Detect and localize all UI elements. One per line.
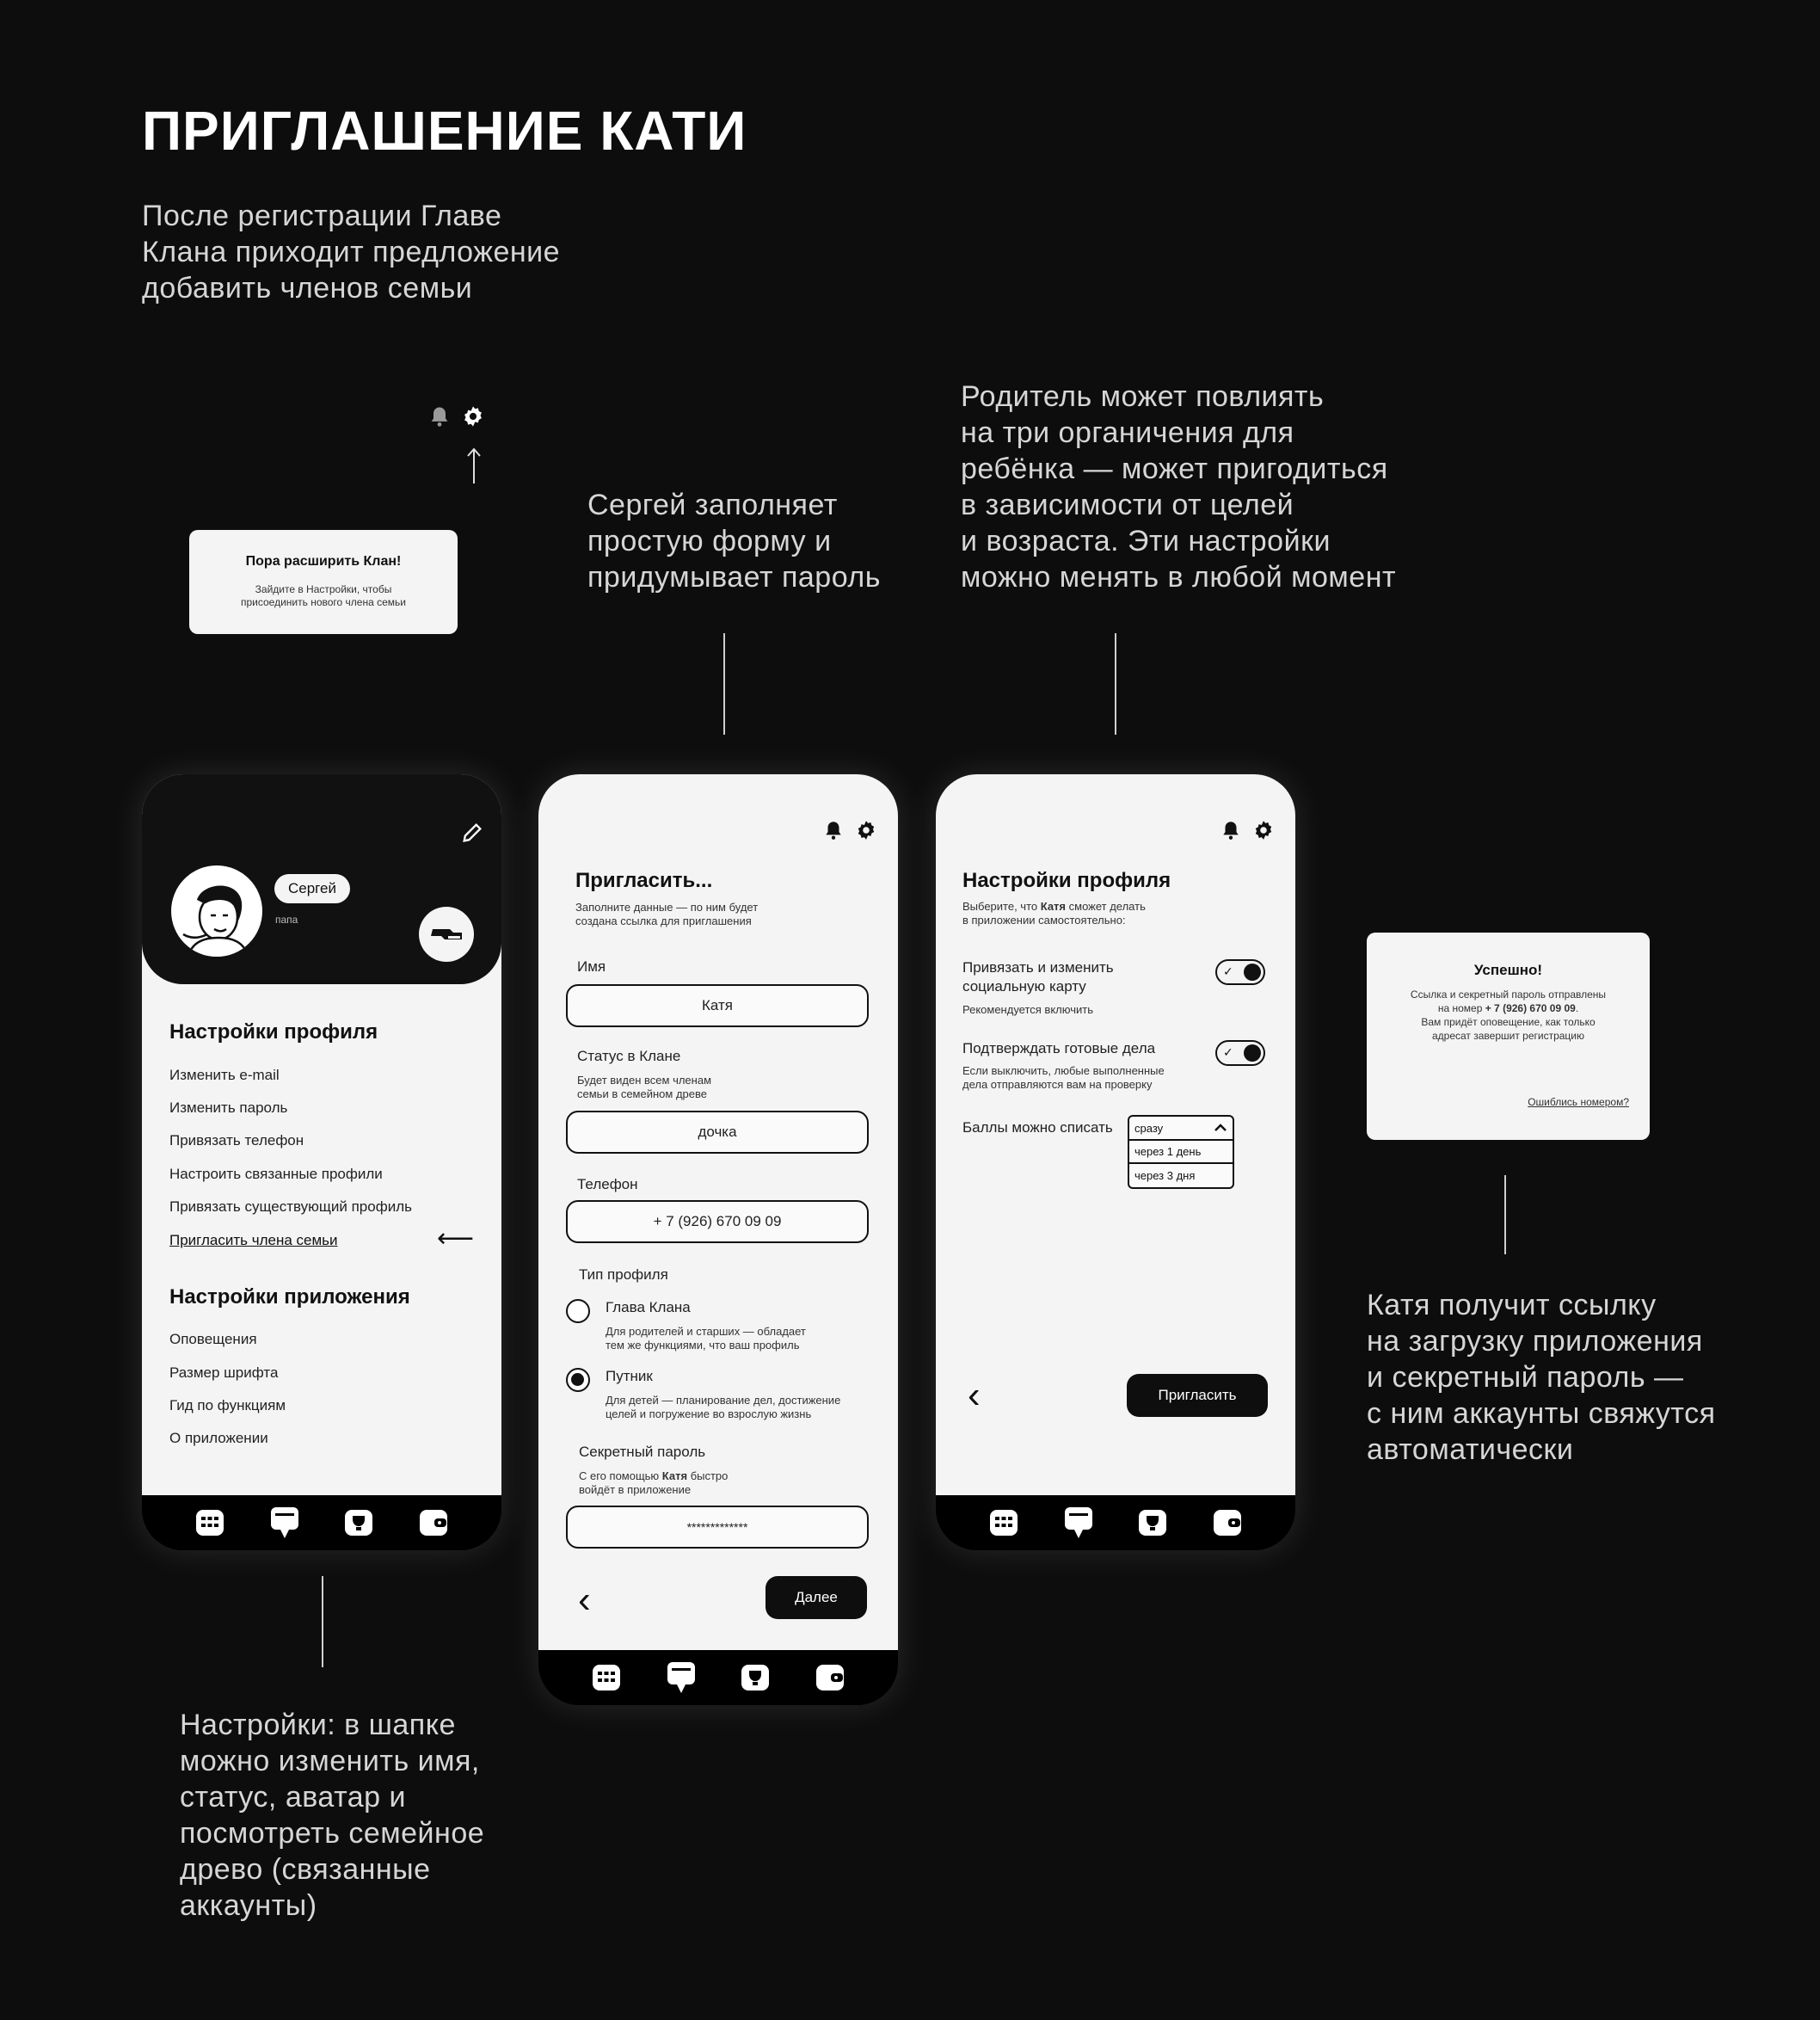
- tab-bar: [142, 1495, 501, 1550]
- dropdown-option[interactable]: через 1 день: [1129, 1141, 1233, 1164]
- option-clan-head-desc: Для родителей и старших — обладает тем же функциями, что ваш профиль: [606, 1325, 806, 1352]
- chat-icon[interactable]: [1063, 1507, 1094, 1538]
- points-label: Баллы можно списать: [962, 1119, 1113, 1136]
- status-label: Статус в Клане: [577, 1048, 681, 1064]
- password-hint: С его помощью Катя быстро войдёт в приложение: [579, 1469, 729, 1496]
- dropdown-selected[interactable]: сразу: [1129, 1117, 1233, 1141]
- trophy-icon[interactable]: [343, 1507, 374, 1538]
- option-social-card-title: Привязать и изменить социальную карту: [962, 959, 1114, 995]
- invite-button[interactable]: Пригласить: [1127, 1374, 1268, 1417]
- phone-input[interactable]: + 7 (926) 670 09 09: [566, 1200, 869, 1243]
- success-card: [1367, 933, 1650, 1140]
- invite-heading: Пригласить...: [575, 869, 713, 892]
- profile-type-label: Тип профиля: [579, 1266, 668, 1283]
- calendar-icon[interactable]: [988, 1507, 1019, 1538]
- phone-invite-form: [538, 774, 898, 1705]
- menu-font-size[interactable]: Размер шрифта: [169, 1364, 279, 1381]
- notification-card[interactable]: [189, 530, 458, 634]
- connector-line: [1504, 1175, 1506, 1254]
- menu-link-phone[interactable]: Привязать телефон: [169, 1132, 304, 1149]
- caption-settings: Настройки: в шапке можно изменить имя, статус, аватар и посмотреть семейное древо (связанные аккаунты): [180, 1709, 485, 1922]
- pencil-icon[interactable]: [460, 821, 484, 845]
- wallet-icon[interactable]: [1212, 1507, 1243, 1538]
- next-button[interactable]: Далее: [766, 1576, 867, 1619]
- option-social-card-hint: Рекомендуется включить: [962, 1003, 1093, 1016]
- notification-text: Зайдите в Настройки, чтобы присоединить нового члена семьи: [241, 583, 406, 608]
- back-button[interactable]: ‹: [968, 1374, 981, 1416]
- wrong-number-link[interactable]: Ошиблись номером?: [1528, 1096, 1629, 1108]
- tab-bar: [538, 1650, 898, 1705]
- phone-permissions: [936, 774, 1295, 1550]
- menu-notifications[interactable]: Оповещения: [169, 1331, 257, 1347]
- trophy-icon[interactable]: [1137, 1507, 1168, 1538]
- option-wanderer-title: Путник: [606, 1368, 653, 1384]
- invite-subtitle: Заполните данные — по ним будет создана ссылка для приглашения: [575, 901, 759, 927]
- connector-line: [322, 1576, 323, 1667]
- gear-icon[interactable]: [855, 819, 877, 841]
- option-clan-head-title: Глава Клана: [606, 1299, 691, 1315]
- permissions-heading: Настройки профиля: [962, 869, 1171, 892]
- option-wanderer-desc: Для детей — планирование дел, достижение целей и погружение во взрослую жизнь: [606, 1394, 841, 1420]
- toggle-social-card[interactable]: ✓: [1215, 959, 1265, 985]
- permissions-subtitle: Выберите, что Катя сможет делать в приложении самостоятельно:: [962, 900, 1146, 927]
- back-button[interactable]: ‹: [578, 1579, 591, 1621]
- caption-limits: Родитель может повлиять на три органичения для ребёнка — может пригодиться в зависимости от целей и возраста. Эти настройки можно менять в любой момент: [961, 380, 1397, 594]
- menu-change-email[interactable]: Изменить e-mail: [169, 1067, 280, 1083]
- menu-feature-guide[interactable]: Гид по функциям: [169, 1397, 286, 1413]
- radio-wanderer[interactable]: [566, 1368, 590, 1392]
- gear-icon: [461, 404, 485, 428]
- profile-settings-heading: Настройки профиля: [169, 1020, 378, 1044]
- menu-linked-profiles[interactable]: Настроить связанные профили: [169, 1166, 383, 1182]
- points-dropdown[interactable]: [1128, 1115, 1234, 1189]
- profile-header: [142, 774, 501, 984]
- menu-about[interactable]: О приложении: [169, 1430, 268, 1446]
- avatar[interactable]: [171, 865, 262, 957]
- bell-icon[interactable]: [822, 819, 845, 841]
- connector-line: [723, 633, 725, 735]
- caption-form: Сергей заполняет простую форму и придумывает пароль: [587, 489, 881, 594]
- success-text: Ссылка и секретный пароль отправлены на номер + 7 (926) 670 09 09. Вам придёт оповещение, как только адресат завершит регистрацию: [1410, 988, 1607, 1042]
- status-hint: Будет виден всем членам семьи в семейном древе: [577, 1074, 712, 1100]
- option-confirm-tasks-hint: Если выключить, любые выполненные дела отправляются вам на проверку: [962, 1064, 1165, 1091]
- caption-result: Катя получит ссылку на загрузку приложения и секретный пароль — с ним аккаунты свяжутся автоматически: [1367, 1289, 1716, 1466]
- arrow-left-icon: ⟵: [437, 1224, 475, 1253]
- phone-label: Телефон: [577, 1176, 638, 1192]
- phone-settings: [142, 774, 501, 1550]
- calendar-icon[interactable]: [591, 1662, 622, 1693]
- family-tree-icon[interactable]: [419, 907, 474, 962]
- trophy-icon[interactable]: [740, 1662, 771, 1693]
- app-settings-heading: Настройки приложения: [169, 1285, 410, 1309]
- menu-link-existing[interactable]: Привязать существующий профиль: [169, 1198, 412, 1215]
- bell-icon[interactable]: [1220, 819, 1242, 841]
- tab-bar: [936, 1495, 1295, 1550]
- menu-change-password[interactable]: Изменить пароль: [169, 1099, 288, 1116]
- radio-clan-head[interactable]: [566, 1299, 590, 1323]
- wallet-icon[interactable]: [418, 1507, 449, 1538]
- dropdown-option[interactable]: через 3 дня: [1134, 1169, 1196, 1182]
- bell-icon: [427, 404, 452, 428]
- toggle-confirm-tasks[interactable]: ✓: [1215, 1040, 1265, 1066]
- name-badge[interactable]: Сергей: [274, 874, 350, 903]
- success-title: Успешно!: [1473, 962, 1543, 978]
- connector-line: [1115, 633, 1116, 735]
- page-title: ПРИГЛАШЕНИЕ КАТИ: [142, 100, 747, 162]
- name-input[interactable]: Катя: [566, 984, 869, 1027]
- status-input[interactable]: дочка: [566, 1111, 869, 1154]
- gear-icon[interactable]: [1252, 819, 1275, 841]
- calendar-icon[interactable]: [194, 1507, 225, 1538]
- notification-title: Пора расширить Клан!: [245, 554, 402, 569]
- option-confirm-tasks-title: Подтверждать готовые дела: [962, 1040, 1156, 1056]
- chat-icon[interactable]: [269, 1507, 300, 1538]
- wallet-icon[interactable]: [815, 1662, 845, 1693]
- password-label: Секретный пароль: [579, 1444, 706, 1460]
- chat-icon[interactable]: [666, 1662, 697, 1693]
- arrow-up-icon: [465, 446, 483, 483]
- password-input[interactable]: *************: [566, 1506, 869, 1549]
- menu-invite-member[interactable]: Пригласить члена семьи: [169, 1232, 338, 1248]
- chevron-up-icon: [1214, 1124, 1227, 1132]
- status-label: папа: [275, 914, 298, 926]
- name-label: Имя: [577, 958, 606, 975]
- caption-intro: После регистрации Главе Клана приходит предложение добавить членов семьи: [142, 200, 561, 305]
